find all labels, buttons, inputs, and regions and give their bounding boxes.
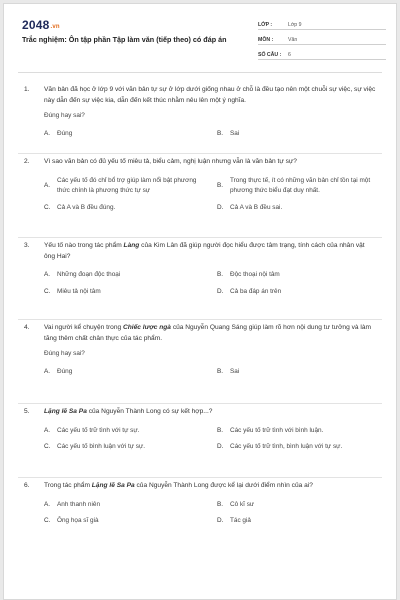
option-letter: B. (217, 181, 224, 189)
option-letter: C. (44, 287, 51, 295)
answer-option[interactable] (44, 500, 209, 511)
meta-label-mon: MÔN : (258, 37, 274, 43)
answer-options (18, 129, 382, 140)
meta-label-socau: SỐ CÂU : (258, 52, 282, 58)
meta-row-mon (258, 33, 386, 45)
worksheet-header (22, 18, 380, 68)
answer-option[interactable] (217, 129, 382, 140)
answer-option[interactable] (44, 367, 209, 378)
question-text: Văn bản đã học ở lớp 9 với văn bản tự sự ở lớp dưới giống nhau ở chỗ là đều tạo nên một chuỗi sự việc, sự việc này dẫn đến sự việc kia, dẫn đến kết thúc nhằm nêu lên một ý nghĩa. (44, 86, 376, 104)
meta-value-mon: Văn (288, 37, 298, 43)
question-list (18, 82, 382, 552)
question-text-post: của Nguyễn Thành Long được kể lại dưới điểm nhìn của ai? (134, 482, 313, 489)
question-number: 6. (24, 482, 30, 489)
work-title: Lặng lẽ Sa Pa (91, 482, 135, 489)
work-title: Chiếc lược ngà (123, 324, 171, 331)
answer-option[interactable] (44, 287, 209, 298)
question-item (18, 238, 382, 320)
answer-option[interactable] (217, 500, 382, 511)
answer-option[interactable] (217, 270, 382, 281)
meta-value-socau: 6 (288, 52, 291, 58)
option-letter: D. (217, 287, 224, 295)
option-text: Các yếu tố đó chỉ bổ trợ giúp làm nổi bật phương thức chính là phương thức tự sự (57, 176, 197, 194)
answer-options (18, 270, 382, 297)
question-text-post: của Kim Lân đã giúp người đọc hiểu được tâm trạng, tính cách của nhân vật ông Hai? (44, 242, 365, 260)
answer-option[interactable] (217, 426, 382, 437)
worksheet-page (3, 3, 397, 600)
answer-option[interactable] (44, 176, 209, 197)
answer-option[interactable] (44, 426, 209, 437)
option-letter: B. (217, 426, 224, 434)
question-number: 5. (24, 408, 30, 415)
question-number: 4. (24, 324, 30, 331)
logo-suffix: .vn (50, 24, 60, 30)
option-letter: A. (44, 271, 51, 278)
answer-option[interactable] (44, 516, 209, 527)
option-letter: A. (44, 500, 51, 508)
question-text (44, 241, 382, 262)
question-head (18, 241, 382, 262)
option-text: Các yếu tố trữ tình, bình luận với tự sự. (230, 443, 343, 450)
option-letter: A. (44, 181, 51, 189)
question-text-post: của Nguyễn Thành Long có sự kết hợp...? (86, 408, 213, 415)
question-text (44, 407, 382, 418)
option-letter: D. (217, 517, 224, 524)
answer-option[interactable] (44, 129, 209, 140)
answer-option[interactable] (217, 287, 382, 298)
option-letter: D. (217, 443, 224, 450)
option-text: Đúng (57, 130, 73, 137)
meta-label-lop: LỚP : (258, 22, 273, 28)
page-title: Trắc nghiệm: Ôn tập phần Tập làm văn (tiếp theo) có đáp án (22, 35, 227, 44)
logo-text: 2048 (22, 18, 50, 32)
option-letter: B. (217, 130, 224, 137)
answer-option[interactable] (217, 367, 382, 378)
option-text: Đúng (57, 368, 73, 375)
option-text: Anh thanh niên (57, 500, 100, 508)
question-head (18, 323, 382, 344)
option-text: Các yếu tố trữ tình với tự sự. (57, 426, 140, 434)
meta-row-lop (258, 18, 386, 30)
option-text: Sai (230, 130, 240, 137)
question-prompt: Đúng hay sai? (44, 350, 85, 357)
option-text: Cả A và B đều đúng. (57, 203, 116, 211)
question-number: 1. (24, 86, 30, 93)
question-prompt: Đúng hay sai? (44, 112, 85, 119)
option-text: Tác giả (230, 517, 251, 524)
meta-row-socau (258, 48, 386, 60)
work-title: Làng (123, 242, 140, 249)
answer-option[interactable] (217, 176, 382, 197)
option-letter: C. (44, 517, 51, 524)
question-head (18, 157, 382, 168)
answer-option[interactable] (217, 516, 382, 527)
question-text-pre: Yếu tố nào trong tác phẩm (44, 242, 124, 249)
option-letter: B. (217, 500, 224, 508)
option-letter: A. (44, 130, 51, 137)
option-text: Cả A và B đều sai. (230, 203, 283, 211)
option-letter: B. (217, 368, 224, 375)
meta-value-lop: Lớp 9 (288, 22, 302, 28)
option-letter: D. (217, 203, 224, 211)
question-number: 3. (24, 242, 30, 249)
question-number: 2. (24, 158, 30, 165)
option-text: Trong thực tế, ít có những văn bản chỉ tồn tại một phương thức biểu đạt duy nhất. (230, 176, 371, 194)
question-text: Vì sao văn bản có đủ yếu tố miêu tả, biểu cảm, nghị luận nhưng vẫn là văn bản tự sự? (44, 158, 297, 165)
answer-option[interactable] (217, 203, 382, 214)
answer-options (18, 426, 382, 453)
question-item (18, 82, 382, 154)
answer-option[interactable] (44, 442, 209, 453)
option-text: Các yếu tố trữ tình với bình luận. (230, 426, 324, 434)
question-text-pre: Vai người kể chuyện trong (44, 324, 123, 331)
option-letter: A. (44, 368, 51, 375)
answer-option[interactable] (44, 270, 209, 281)
site-logo[interactable] (22, 18, 60, 32)
question-head (18, 481, 382, 492)
option-letter: A. (44, 426, 51, 434)
option-text: Độc thoại nội tâm (230, 271, 280, 278)
question-head (18, 407, 382, 418)
option-text: Miêu tả nội tâm (57, 287, 101, 295)
answer-options (18, 500, 382, 527)
option-text: Cả ba đáp án trên (230, 287, 282, 295)
work-title: Lặng lẽ Sa Pa (44, 408, 87, 415)
answer-options (18, 176, 382, 214)
option-text: Các yếu tố bình luận với tự sự. (57, 443, 146, 450)
answer-option[interactable] (217, 442, 382, 453)
option-text: Những đoạn độc thoại (57, 271, 121, 278)
question-item (18, 154, 382, 238)
meta-info (258, 18, 386, 60)
question-text-pre: Trong tác phẩm (44, 482, 92, 489)
question-head (18, 85, 382, 106)
question-item (18, 478, 382, 552)
option-letter: B. (217, 271, 224, 278)
question-text (44, 323, 382, 344)
option-text: Sai (230, 368, 240, 375)
answer-option[interactable] (44, 203, 209, 214)
option-text: Ông họa sĩ già (57, 517, 99, 524)
question-text (44, 481, 382, 492)
header-divider (18, 72, 382, 73)
option-letter: C. (44, 443, 51, 450)
question-item (18, 320, 382, 404)
option-text: Cô kĩ sư (230, 500, 255, 508)
option-letter: C. (44, 203, 51, 211)
answer-options (18, 367, 382, 378)
question-text-post: của Nguyễn Quang Sáng giúp làm rõ hơn nội dung tư tưởng và làm tăng thêm chất chân thực của tác phẩm. (44, 324, 372, 342)
question-item (18, 404, 382, 478)
